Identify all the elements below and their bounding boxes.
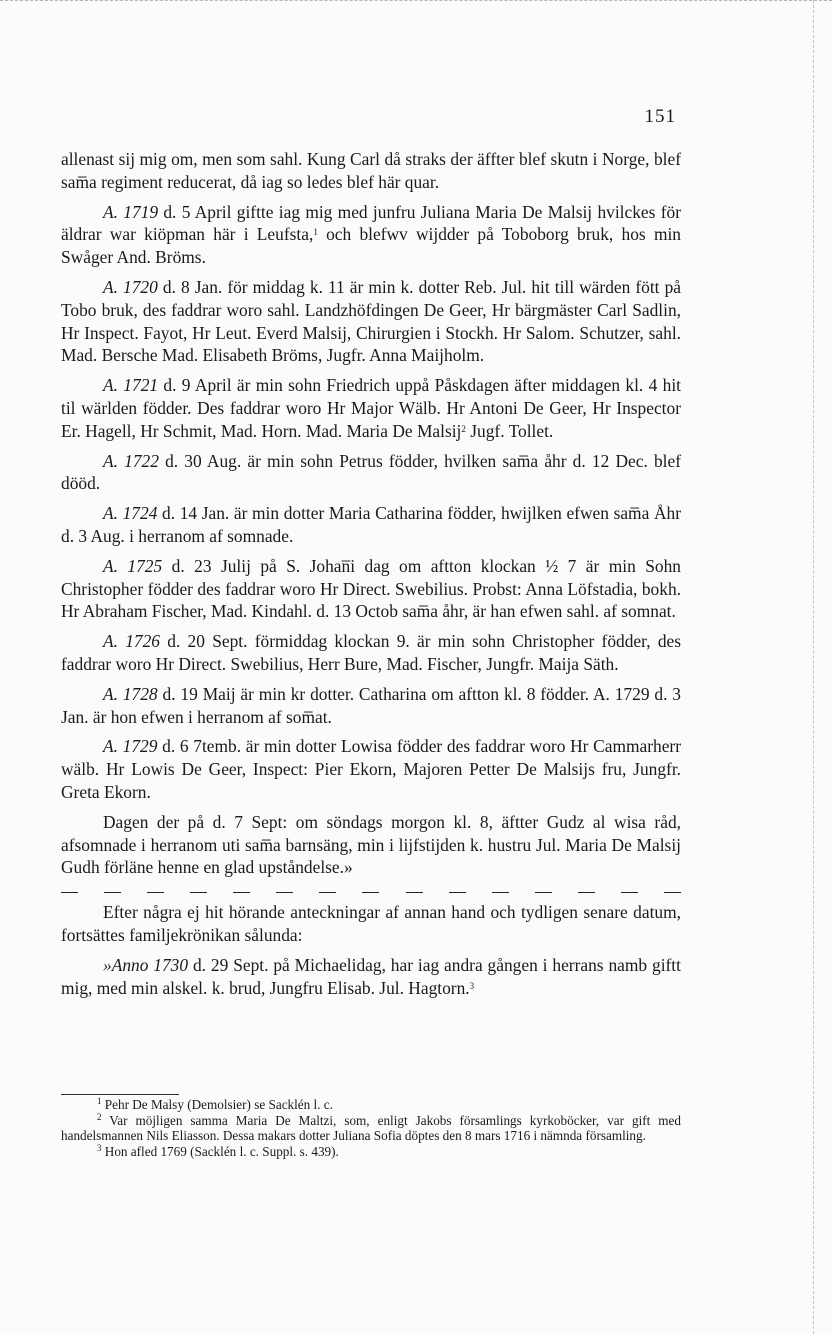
paragraph: A. 1721 d. 9 April är min sohn Friedrich uppå Påskdagen äfter middagen kl. 4 hit til wärlden födder. Des faddrar woro Hr Major Wälb. Hr Antoni De Geer, Hr Inspector Er. Hagell, Hr Schmit, Mad. Horn. Mad. Maria De Malsij$^2$ Jugf. Tollet.	[61, 375, 681, 441]
paragraph: A. 1724 d. 14 Jan. är min dotter Maria Catharina födder, hwijlken efwen sam̅a Åhr d. 3 Aug. i herranom af somnade.	[61, 503, 681, 546]
page-edge-right	[813, 0, 814, 1334]
page-number: 151	[644, 106, 676, 127]
footnote-marker: 1	[313, 227, 318, 238]
entry-year: A. 1719	[103, 201, 159, 222]
entry-year: A. 1720	[103, 276, 158, 297]
page-edge-top	[0, 0, 832, 1]
entry-year: A. 1729	[103, 736, 158, 757]
paragraph: A. 1728 d. 19 Maij är min kr dotter. Catharina om aftton kl. 8 födder. A. 1729 d. 3 Jan. är hon efwen i herranom af som̅at.	[61, 683, 682, 727]
footnote-rule	[61, 1094, 179, 1095]
paragraph: »Anno 1730 d. 29 Sept. på Michaelidag, har iag andra gången i herrans namb giftt mig, med min alskel. k. brud, Jungfru Elisab. Jul. Hagtorn.$^3$	[61, 954, 681, 998]
footnote-marker: 2	[461, 423, 466, 434]
footnote-number: 1	[97, 1096, 102, 1106]
paragraph: A. 1722 d. 30 Aug. är min sohn Petrus födder, hvilken sam̅a åhr d. 12 Dec. blef dööd.	[61, 450, 681, 494]
footnote-number: 3	[97, 1142, 102, 1153]
entry-year: A. 1721	[103, 375, 159, 396]
footnote-number: 2	[97, 1111, 102, 1122]
paragraph: A. 1719 d. 5 April giftte iag mig med junfru Juliana Maria De Malsij hvilckes för äldrar war kiöpman här i Leufsta,$^1$ och blefwv wijdder på Toboborg bruk, hos min Swåger And. Bröms.	[61, 201, 681, 268]
entry-year: A. 1725	[103, 555, 163, 576]
paragraph: A. 1726 d. 20 Sept. förmiddag klockan 9. är min sohn Christopher födder, des faddrar woro Hr Direct. Swebilius, Herr Bure, Mad. Fischer, Jungfr. Maija Säth.	[61, 631, 682, 674]
footnote: $^1$ Pehr De Malsy (Demolsier) se Sacklén l. c.	[97, 1096, 333, 1112]
entry-year: »Anno 1730	[103, 954, 189, 975]
section-divider	[61, 886, 681, 898]
footnote: $^3$ Hon afled 1769 (Sacklén l. c. Suppl. s. 439).	[97, 1142, 339, 1159]
footnote: $^2$ Var möjligen samma Maria De Maltzi, som, enligt Jakobs församlings kyrkoböcker, var gift med handelsmannen Nils Eliasson. Dessa makars dotter Juliana Sofia döptes den 8 mars 1716 i nämnda församling.	[61, 1111, 681, 1143]
paragraph: A. 1725 d. 23 Julij på S. Johan̅i dag om aftton klockan ½ 7 är min Sohn Christopher födder des faddrar woro Hr Direct. Swebilius. Probst: Anna Löfstadia, bokh. Hr Abraham Fischer, Mad. Kindahl. d. 13 Octob sam̅a åhr, är han efwen sahl. af somnat.	[61, 555, 682, 622]
entry-year: A. 1722	[103, 450, 159, 471]
paragraph: Dagen der på d. 7 Sept: om söndags morgon kl. 8, äftter Gudz al wisa råd, afsomnade i herranom uti sam̅a barnsäng, min i lijfstijden k. hustru Jul. Maria De Malsij Gudh förläne henne en glad upståndelse.»	[61, 811, 681, 878]
footnotes	[61, 1097, 681, 1159]
entry-year: A. 1728	[103, 683, 158, 704]
entry-year: A. 1724	[103, 503, 158, 524]
paragraph: A. 1729 d. 6 7temb. är min dotter Lowisa födder des faddrar woro Hr Cammarherr wälb. Hr Lowis De Geer, Inspect: Pier Ekorn, Majoren Petter De Malsijs fru, Jungfr. Greta Ekorn.	[61, 736, 682, 802]
footnote-marker: 3	[469, 980, 475, 991]
paragraph: allenast sij mig om, men som sahl. Kung Carl då straks der äffter blef skutn i Norge, blef sam̅a regiment reducerat, då iag so ledes blef här quar.	[61, 149, 681, 192]
paragraph: A. 1720 d. 8 Jan. för middag k. 11 är min k. dotter Reb. Jul. hit till wärden fött på Tobo bruk, des faddrar woro sahl. Landzhöfdingen De Geer, Hr bärgmäster Carl Sadlin, Hr Inspect. Fayot, Hr Leut. Everd Malsij, Chirurgien i Stockh. Hr Salom. Schutzer, sahl. Mad. Bersche Mad. Elisabeth Bröms, Jugfr. Anna Maijholm.	[61, 276, 681, 366]
main-text	[61, 148, 681, 1006]
paragraph: Efter några ej hit hörande anteckningar af annan hand och tydligen senare datum, fortsättes familjekrönikan sålunda:	[61, 902, 681, 945]
entry-year: A. 1726	[103, 631, 161, 652]
